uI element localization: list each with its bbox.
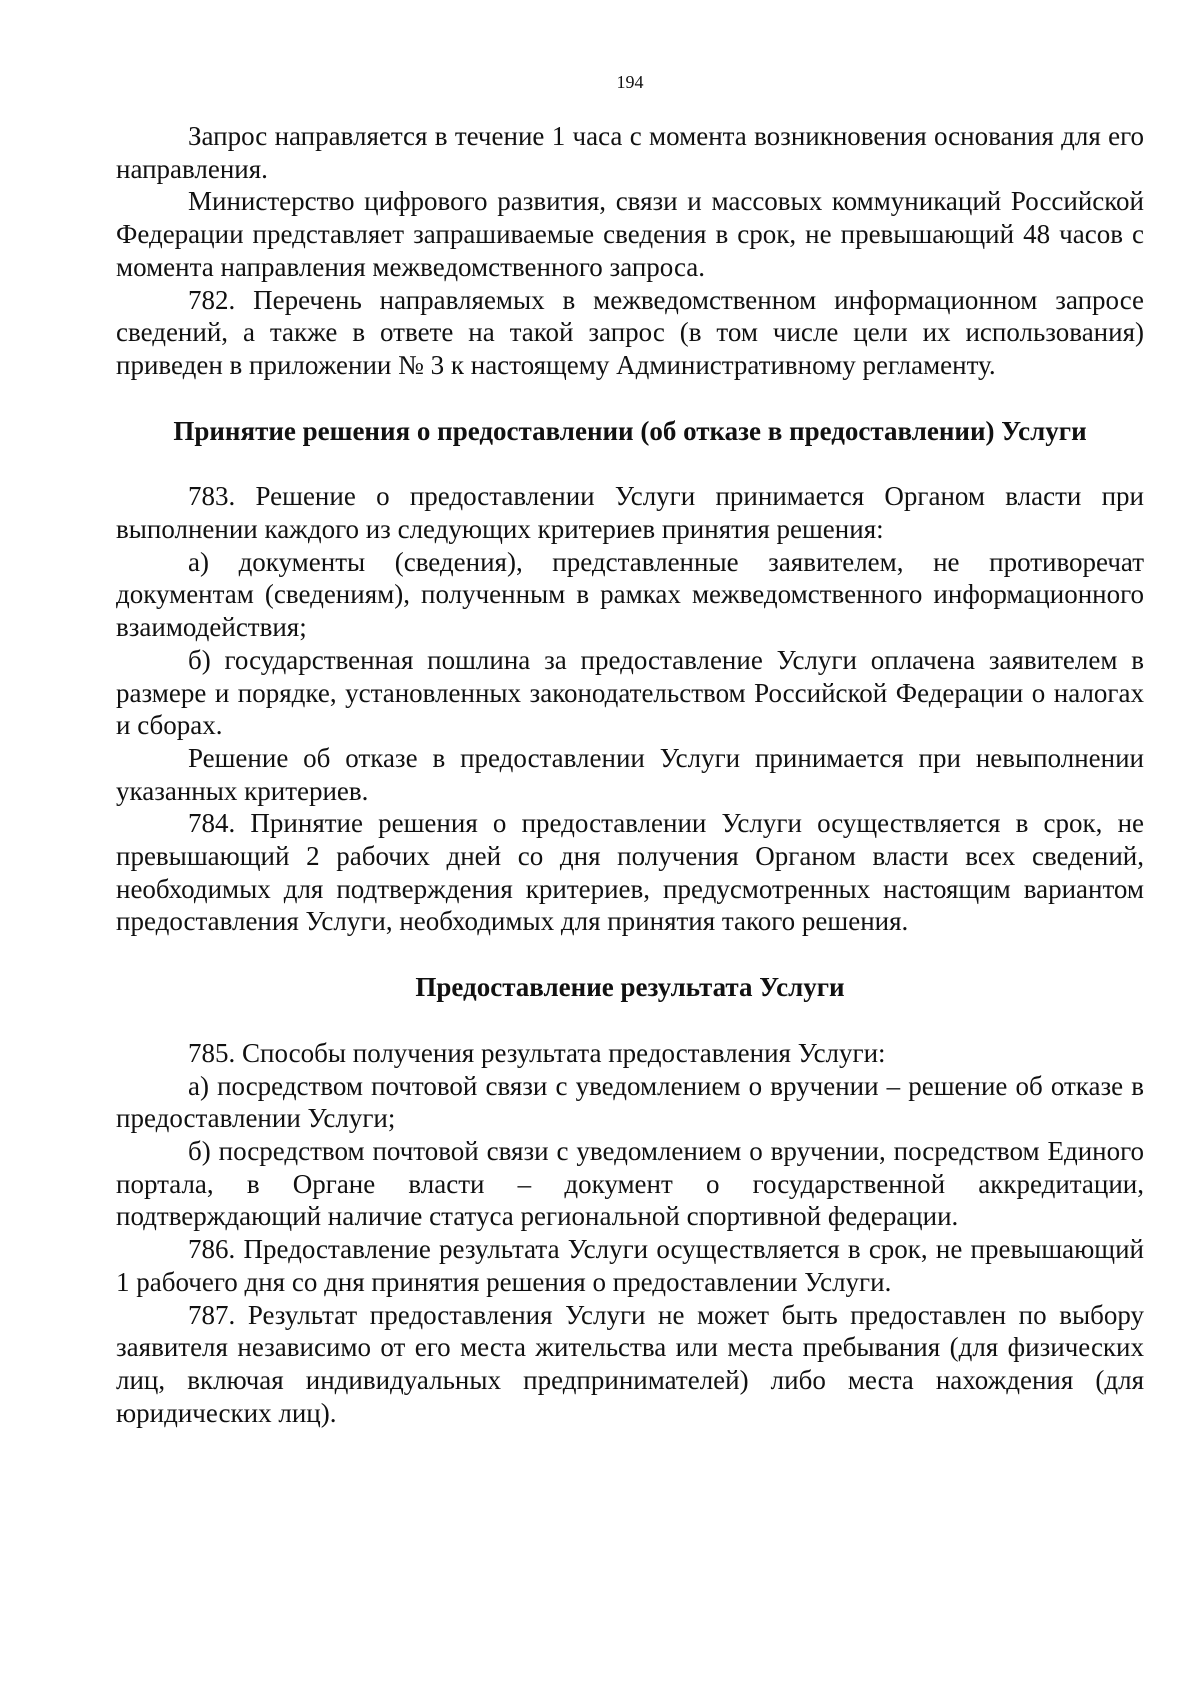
- paragraph: 783. Решение о предоставлении Услуги принимается Органом власти при выполнении каждого из следующих критериев принятия решения:: [116, 481, 1144, 545]
- document-body: [116, 120, 1144, 1429]
- paragraph: 784. Принятие решения о предоставлении Услуги осуществляется в срок, не превышающий 2 рабочих дней со дня получения Органом власти всех сведений, необходимых для подтверждения критериев, предусмотренных настоящим вариантом предоставления Услуги, необходимых для принятия такого решения.: [116, 808, 1144, 937]
- paragraph: 786. Предоставление результата Услуги осуществляется в срок, не превышающий 1 рабочего дня со дня принятия решения о предоставлении Услуги.: [116, 1234, 1144, 1297]
- paragraph: Министерство цифрового развития, связи и массовых коммуникаций Российской Федерации представляет запрашиваемые сведения в срок, не превышающий 48 часов с момента направления межведомственного запроса.: [116, 186, 1144, 282]
- list-item: а) документы (сведения), представленные заявителем, не противоречат документам (сведениям), полученным в рамках межведомственного информационного взаимодействия;: [116, 546, 1144, 643]
- section-heading-result: Предоставление результата Услуги: [415, 972, 845, 1003]
- section-heading-decision: Принятие решения о предоставлении (об отказе в предоставлении) Услуги: [173, 415, 1087, 446]
- page-number: 194: [616, 72, 644, 92]
- paragraph: 787. Результат предоставления Услуги не может быть предоставлен по выбору заявителя независимо от его места жительства или места пребывания (для физических лиц, включая индивидуальных предпринимателей) либо места нахождения (для юридических лиц).: [116, 1299, 1144, 1428]
- list-item: б) государственная пошлина за предоставление Услуги оплачена заявителем в размере и порядке, установленных законодательством Российской Федерации о налогах и сборах.: [116, 644, 1144, 741]
- list-item: б) посредством почтовой связи с уведомлением о вручении, посредством Единого портала, в Органе власти – документ о государственной аккредитации, подтверждающий наличие статуса региональной спортивной федерации.: [116, 1135, 1144, 1232]
- list-item: а) посредством почтовой связи с уведомлением о вручении – решение об отказе в предоставлении Услуги;: [116, 1070, 1144, 1134]
- paragraph: Решение об отказе в предоставлении Услуги принимается при невыполнении указанных критериев.: [116, 742, 1144, 806]
- paragraph: 785. Способы получения результата предоставления Услуги:: [188, 1037, 886, 1068]
- paragraph: 782. Перечень направляемых в межведомственном информационном запросе сведений, а также в ответе на такой запрос (в том числе цели их использования) приведен в приложении № 3 к настоящему Административному регламенту.: [116, 284, 1144, 380]
- paragraph: Запрос направляется в течение 1 часа с момента возникновения основания для его направления.: [116, 121, 1144, 184]
